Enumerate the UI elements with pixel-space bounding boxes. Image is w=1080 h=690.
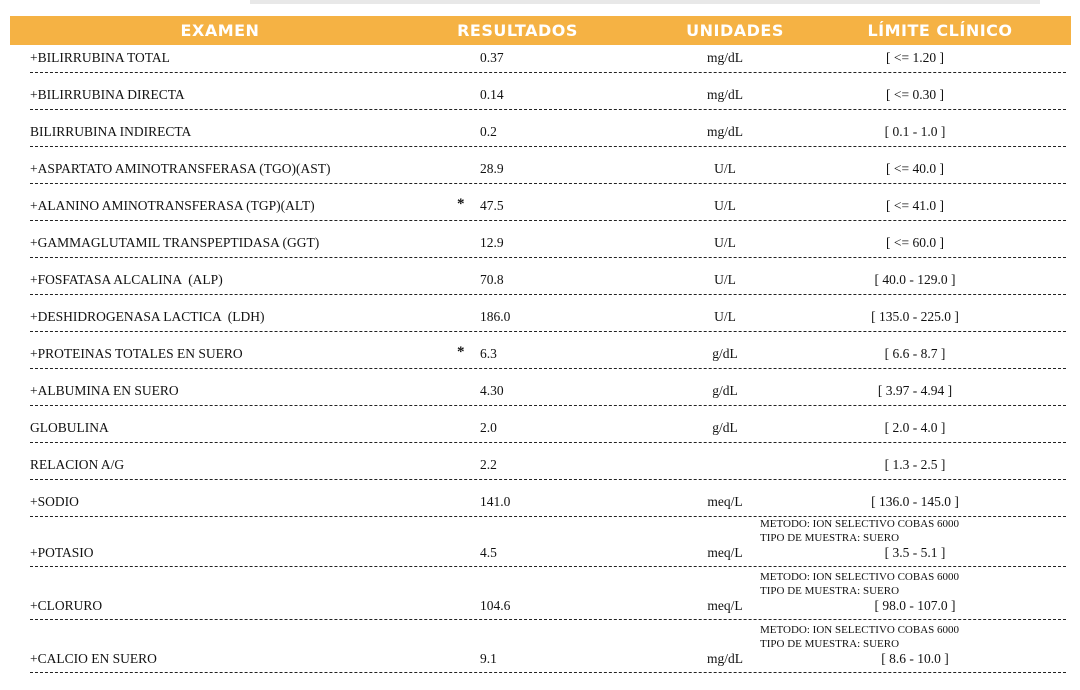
exam-name: +CALCIO EN SUERO (30, 651, 157, 666)
table-row (30, 269, 1066, 295)
clinical-limit: [ 8.6 - 10.0 ] (881, 651, 949, 666)
unit: mg/dL (707, 651, 743, 666)
table-row (30, 158, 1066, 184)
clinical-limit: [ <= 41.0 ] (886, 198, 944, 213)
table-row (30, 454, 1066, 480)
unit: meq/L (707, 598, 743, 613)
table-row (30, 417, 1066, 443)
unit: U/L (714, 198, 736, 213)
exam-name: +DESHIDROGENASA LACTICA (LDH) (30, 309, 265, 324)
result-value: 2.2 (480, 457, 497, 472)
clinical-limit: [ <= 1.20 ] (886, 50, 944, 65)
table-row (30, 622, 1066, 673)
unit: g/dL (712, 420, 738, 435)
clinical-limit: [ 40.0 - 129.0 ] (874, 272, 956, 287)
table-row (30, 380, 1066, 406)
result-value: 0.2 (480, 124, 497, 139)
table-row (30, 232, 1066, 258)
exam-name: BILIRRUBINA INDIRECTA (30, 124, 192, 139)
out-of-range-flag: * (457, 344, 465, 360)
result-value: 0.14 (480, 87, 504, 102)
exam-name: +GAMMAGLUTAMIL TRANSPEPTIDASA (GGT) (30, 235, 320, 250)
exam-name: +PROTEINAS TOTALES EN SUERO (30, 346, 243, 361)
clinical-limit: [ 1.3 - 2.5 ] (884, 457, 946, 472)
table-row (30, 84, 1066, 110)
exam-name: +FOSFATASA ALCALINA (ALP) (30, 272, 223, 287)
clinical-limit: [ <= 60.0 ] (886, 235, 944, 250)
unit: meq/L (707, 494, 743, 509)
unit: meq/L (707, 545, 743, 560)
result-value: 47.5 (480, 198, 504, 213)
exam-name: +ALBUMINA EN SUERO (30, 383, 179, 398)
clinical-limit: [ 3.97 - 4.94 ] (877, 383, 953, 398)
top-strip (250, 0, 1040, 4)
sample-type-note: TIPO DE MUESTRA: SUERO (760, 532, 900, 544)
clinical-limit: [ 135.0 - 225.0 ] (871, 309, 959, 324)
exam-name: +ALANINO AMINOTRANSFERASA (TGP)(ALT) (30, 198, 315, 213)
table-row (30, 516, 1066, 567)
header-unidades: UNIDADES (686, 21, 784, 40)
out-of-range-flag: * (457, 196, 465, 212)
unit: mg/dL (707, 50, 743, 65)
table-row (30, 195, 1066, 221)
unit: g/dL (712, 346, 738, 361)
clinical-limit: [ 3.5 - 5.1 ] (884, 545, 946, 560)
table-row (30, 491, 1066, 517)
result-value: 4.5 (480, 545, 497, 560)
exam-name: +CLORURO (30, 598, 103, 613)
unit: g/dL (712, 383, 738, 398)
result-value: 70.8 (480, 272, 504, 287)
table-row (30, 569, 1066, 620)
clinical-limit: [ 136.0 - 145.0 ] (871, 494, 959, 509)
sample-type-note: TIPO DE MUESTRA: SUERO (760, 585, 900, 597)
unit: mg/dL (707, 87, 743, 102)
table-row (30, 121, 1066, 147)
header-examen: EXAMEN (180, 21, 260, 40)
exam-name: +BILIRRUBINA DIRECTA (30, 87, 185, 102)
clinical-limit: [ 6.6 - 8.7 ] (884, 346, 946, 361)
header-limite: LÍMITE CLÍNICO (867, 21, 1013, 40)
method-note: METODO: ION SELECTIVO COBAS 6000 (760, 624, 960, 636)
unit: U/L (714, 235, 736, 250)
exam-name: +POTASIO (30, 545, 94, 560)
result-value: 4.30 (480, 383, 504, 398)
method-note: METODO: ION SELECTIVO COBAS 6000 (760, 571, 960, 583)
unit: U/L (714, 309, 736, 324)
table-row (30, 47, 1066, 73)
method-note: METODO: ION SELECTIVO COBAS 6000 (760, 518, 960, 530)
result-value: 6.3 (480, 346, 497, 361)
exam-name: GLOBULINA (30, 420, 109, 435)
exam-name: +SODIO (30, 494, 79, 509)
table-row (30, 343, 1066, 369)
exam-name: +BILIRRUBINA TOTAL (30, 50, 170, 65)
header-resultados: RESULTADOS (457, 21, 578, 40)
unit: mg/dL (707, 124, 743, 139)
sample-type-note: TIPO DE MUESTRA: SUERO (760, 638, 900, 650)
result-value: 9.1 (480, 651, 497, 666)
clinical-limit: [ <= 0.30 ] (886, 87, 944, 102)
result-value: 2.0 (480, 420, 497, 435)
result-value: 0.37 (480, 50, 504, 65)
unit: U/L (714, 272, 736, 287)
result-value: 12.9 (480, 235, 504, 250)
clinical-limit: [ 98.0 - 107.0 ] (874, 598, 956, 613)
clinical-limit: [ <= 40.0 ] (886, 161, 944, 176)
exam-name: RELACION A/G (30, 457, 125, 472)
clinical-limit: [ 0.1 - 1.0 ] (884, 124, 946, 139)
result-value: 104.6 (480, 598, 511, 613)
result-value: 186.0 (480, 309, 511, 324)
table-row (30, 306, 1066, 332)
exam-name: +ASPARTATO AMINOTRANSFERASA (TGO)(AST) (30, 161, 331, 176)
table-header (10, 16, 1071, 45)
clinical-limit: [ 2.0 - 4.0 ] (884, 420, 946, 435)
result-value: 141.0 (480, 494, 511, 509)
unit: U/L (714, 161, 736, 176)
result-value: 28.9 (480, 161, 504, 176)
